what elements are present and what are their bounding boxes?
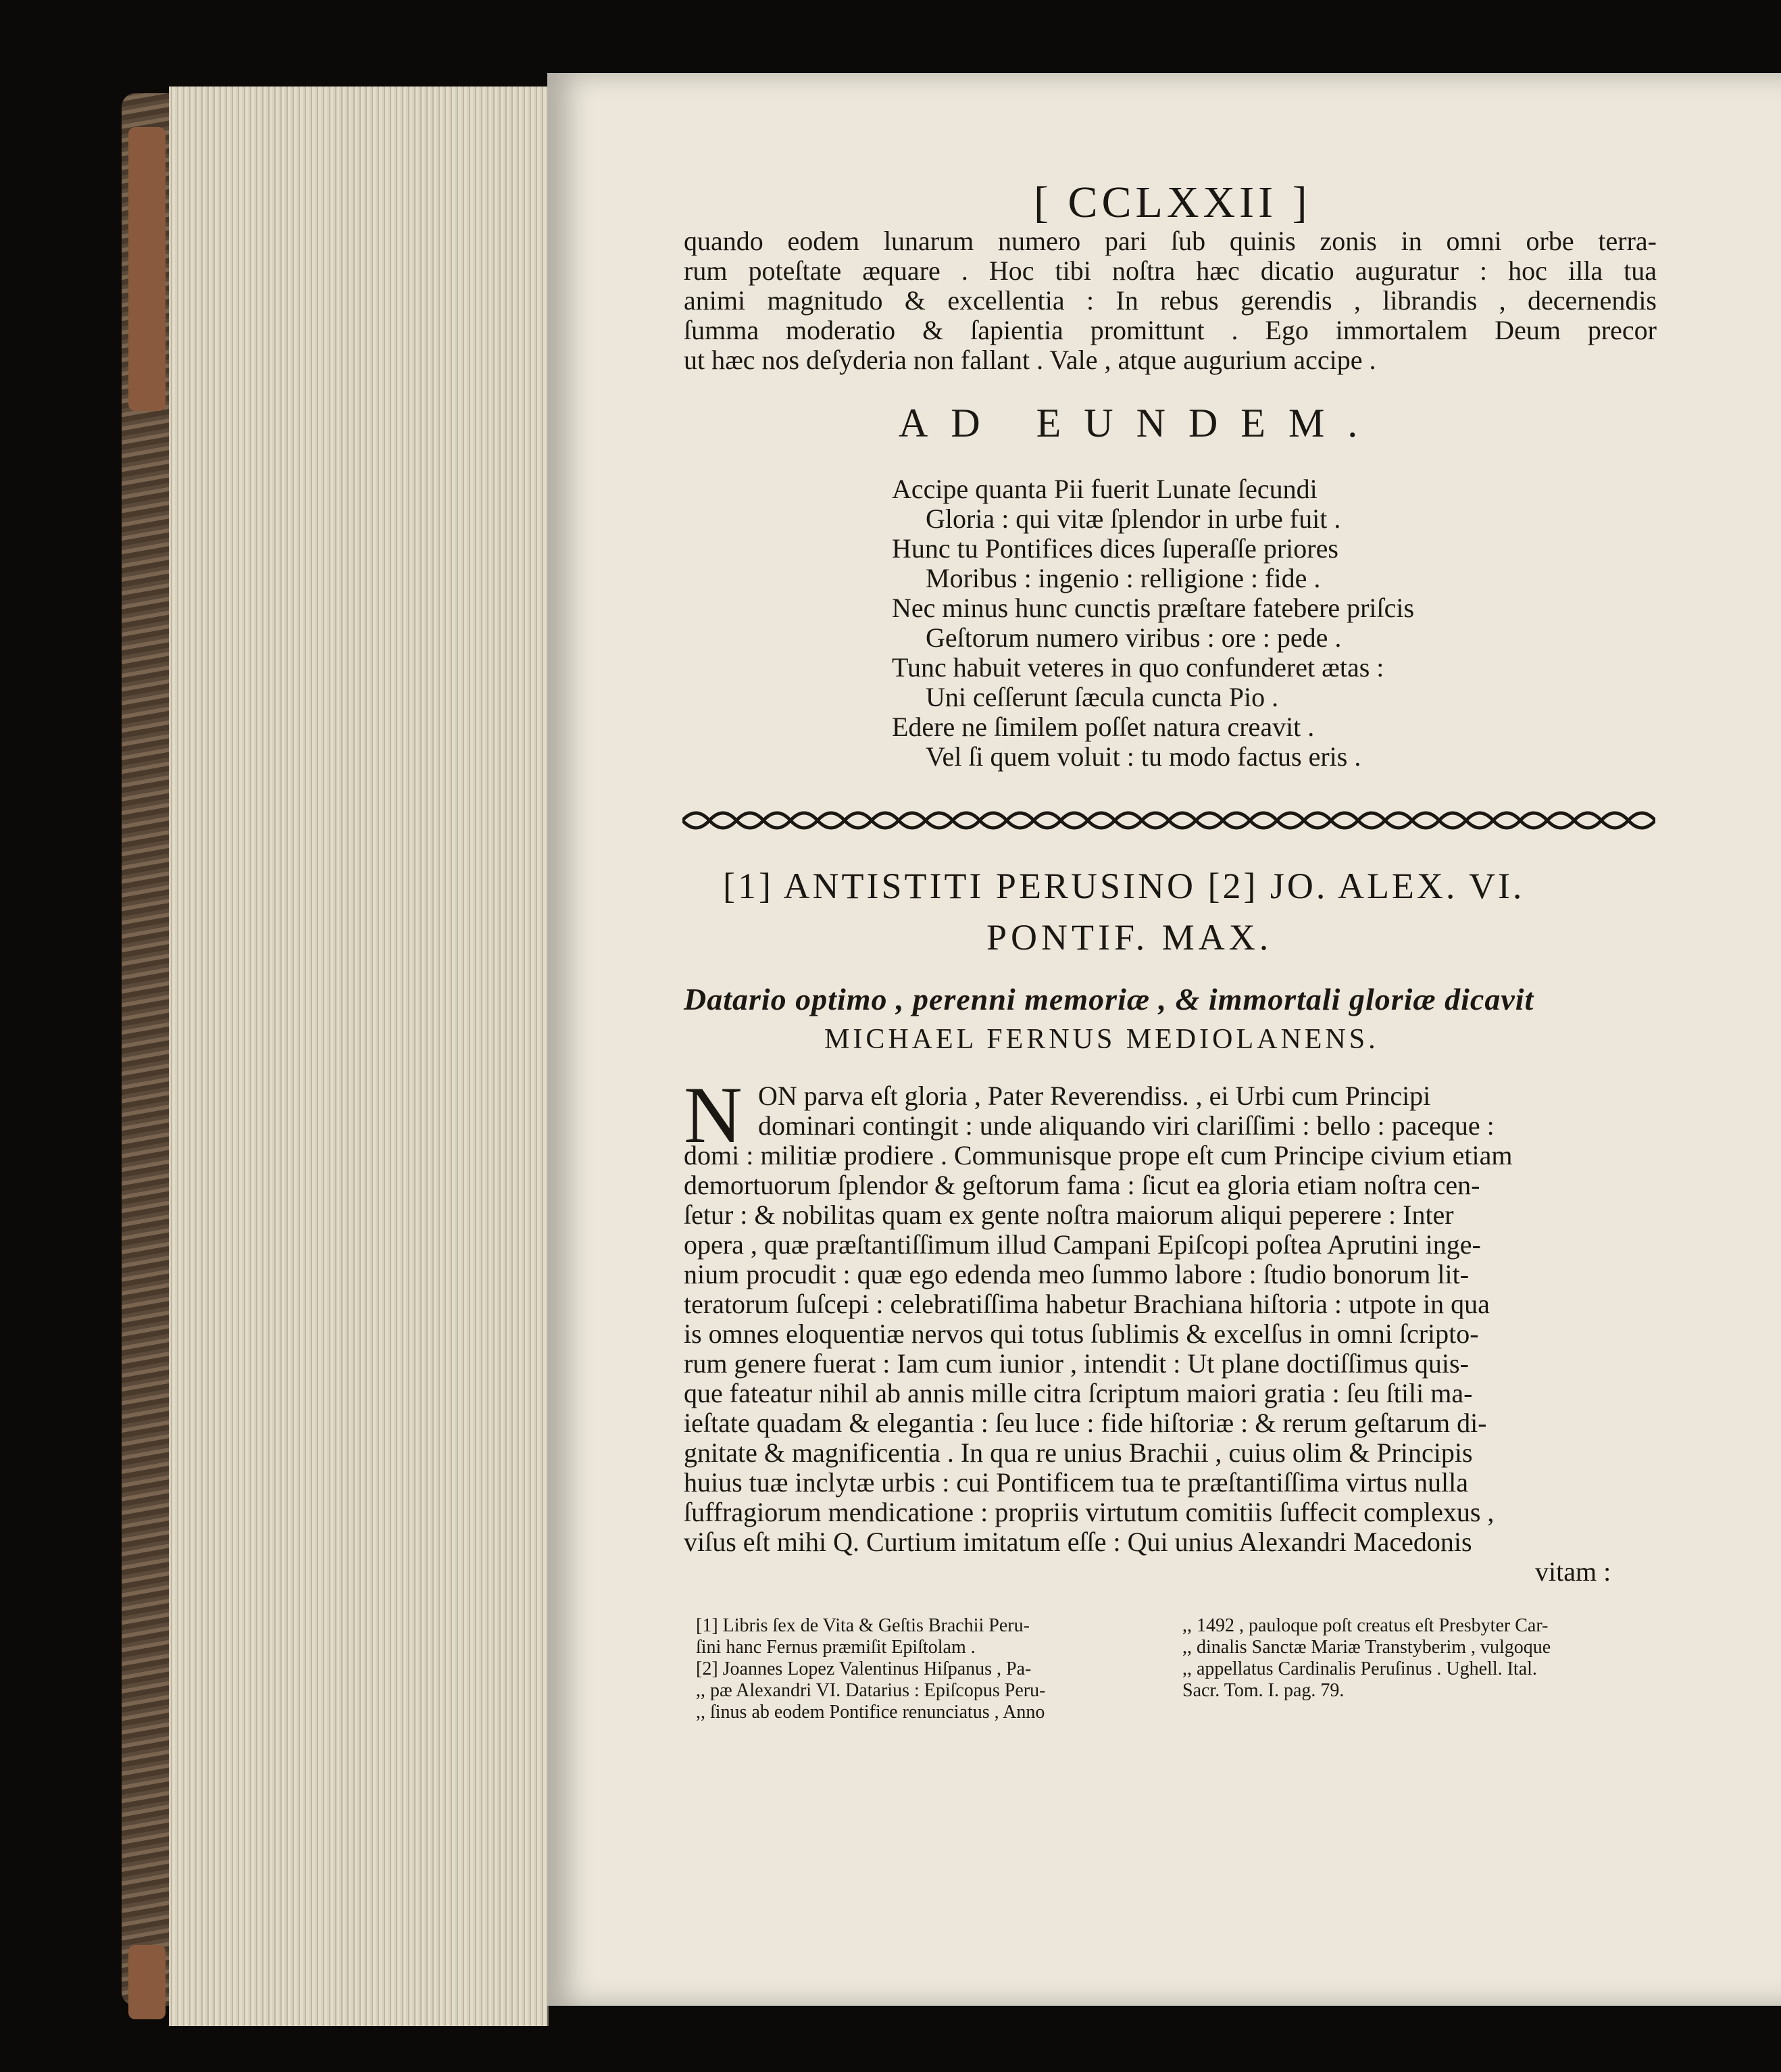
- text-line: quando eodem lunarum numero pari ſub quinis zonis in omni orbe terra-: [684, 226, 1657, 256]
- footnote-line: Sacr. Tom. I. pag. 79.: [1182, 1680, 1345, 1701]
- footnotes-left: [696, 1615, 1045, 1723]
- poem-line: Geſtorum numero viribus : ore : pede .: [926, 622, 1342, 653]
- book-spine: [122, 93, 169, 2006]
- text-line: domi : militiæ prodiere . Communisque prope eſt cum Principe civium etiam: [684, 1140, 1513, 1170]
- text-line: teratorum ſuſcepi : celebratiſſima habetur Brachiana hiſtoria : utpote in qua: [684, 1289, 1490, 1319]
- author-line: MICHAEL FERNUS MEDIOLANENS.: [824, 1024, 1379, 1055]
- poem: [892, 474, 1414, 772]
- text-line: opera , quæ præſtantiſſimum illud Campani Epiſcopi poſtea Aprutini inge-: [684, 1229, 1481, 1260]
- text-line: ſetur : & nobilitas quam ex gente noſtra maiorum aliqui peperere : Inter: [684, 1200, 1454, 1230]
- drop-cap: N: [684, 1070, 743, 1160]
- footnote-line: [1] Libris ſex de Vita & Geſtis Brachii Peru-: [696, 1615, 1030, 1636]
- footnote-line: ,, dinalis Sanctæ Mariæ Transtyberim , vulgoque: [1182, 1637, 1551, 1658]
- text-line: is omnes eloquentiæ nervos qui totus ſublimis & excelſus in omni ſcripto-: [684, 1318, 1479, 1349]
- ornamental-divider: [682, 804, 1655, 837]
- poem-line: Moribus : ingenio : relligione : fide .: [926, 563, 1321, 593]
- epistle-title-cont: PONTIF. MAX.: [986, 917, 1273, 958]
- text-line: que fateatur nihil ab annis mille citra ſcriptum maiori gratia : ſeu ſtili ma-: [684, 1378, 1473, 1408]
- text-line: dominari contingit : unde aliquando viri clariſſimi : bello : paceque :: [758, 1110, 1495, 1141]
- footnote-line: [2] Joannes Lopez Valentinus Hiſpanus , Pa-: [696, 1658, 1032, 1679]
- poem-line: Hunc tu Pontifices dices ſuperaſſe priores: [892, 533, 1338, 564]
- text-line: animi magnitudo & excellentia : In rebus gerendis , librandis , decernendis: [684, 285, 1657, 316]
- epistle-title: [1] ANTISTITI PERUSINO [2] JO. ALEX. VI.: [723, 866, 1525, 906]
- text-line: rum poteſtate æquare . Hoc tibi noſtra hæc dicatio auguratur : hoc illa tua: [684, 255, 1657, 286]
- poem-line: Tunc habuit veteres in quo confunderet ætas :: [892, 652, 1384, 683]
- poem-line: Edere ne ſimilem poſſet natura creavit .: [892, 712, 1315, 742]
- text-line: gnitate & magnificentia . In qua re unius Brachii , cuius olim & Principis: [684, 1437, 1473, 1468]
- text-line: ut hæc nos deſyderia non fallant . Vale , atque augurium accipe .: [684, 345, 1376, 375]
- footnotes-right: [1182, 1615, 1551, 1702]
- text-line: ſuffragiorum mendicatione : propriis virtutum comitiis ſuffecit complexus ,: [684, 1497, 1495, 1527]
- poem-line: Accipe quanta Pii fuerit Lunate ſecundi: [892, 474, 1318, 504]
- spine-leather-top: [128, 127, 166, 411]
- text-line: ieſtate quadam & elegantia : ſeu luce : fide hiſtoriæ : & rerum geſtarum di-: [684, 1408, 1487, 1438]
- footnote-line: ,, ſinus ab eodem Pontifice renunciatus , Anno: [696, 1702, 1045, 1723]
- epistle-body: [684, 1081, 1657, 1587]
- poem-line: Uni ceſſerunt ſæcula cuncta Pio .: [926, 682, 1279, 712]
- page-edges: [169, 87, 549, 2026]
- footnote-line: ſini hanc Fernus præmiſit Epiſtolam .: [696, 1637, 976, 1658]
- dedication-line: Datario optimo , perenni memoriæ , & immortali gloriæ dicavit: [684, 982, 1534, 1016]
- opening-paragraph: [684, 226, 1657, 375]
- footnote-line: ,, pæ Alexandri VI. Datarius : Epiſcopus Peru-: [696, 1680, 1046, 1701]
- text-line: ON parva eſt gloria , Pater Reverendiss. , ei Urbi cum Principi: [758, 1081, 1431, 1111]
- footnote-line: ,, appellatus Cardinalis Peruſinus . Ughell. Ital.: [1182, 1658, 1537, 1679]
- text-line: viſus eſt mihi Q. Curtium imitatum eſſe : Qui unius Alexandri Macedonis: [684, 1527, 1472, 1557]
- text-line: nium procudit : quæ ego edenda meo ſummo labore : ſtudio bonorum lit-: [684, 1259, 1470, 1289]
- footnote-line: ,, 1492 , pauloque poſt creatus eſt Presbyter Car-: [1182, 1615, 1549, 1636]
- page-header: [ CCLXXII ]: [1034, 178, 1311, 227]
- section-title-ad-eundem: AD EUNDEM.: [899, 401, 1381, 445]
- text-line: ſumma moderatio & ſapientia promittunt . Ego immortalem Deum precor: [684, 315, 1657, 345]
- poem-line: Nec minus hunc cunctis præſtare fatebere priſcis: [892, 593, 1415, 623]
- poem-line: Vel ſi quem voluit : tu modo factus eris .: [926, 741, 1361, 772]
- catchword: vitam :: [1535, 1556, 1611, 1587]
- text-line: demortuorum ſplendor & geſtorum fama : ſicut ea gloria etiam noſtra cen-: [684, 1170, 1480, 1200]
- text-line: huius tuæ inclytæ urbis : cui Pontificem tua te præſtantiſſima virtus nulla: [684, 1467, 1468, 1498]
- poem-line: Gloria : qui vitæ ſplendor in urbe fuit .: [926, 503, 1341, 534]
- text-line: rum genere fuerat : Iam cum iunior , intendit : Ut plane doctiſſimus quis-: [684, 1348, 1469, 1379]
- spine-leather-bottom: [128, 1945, 166, 2019]
